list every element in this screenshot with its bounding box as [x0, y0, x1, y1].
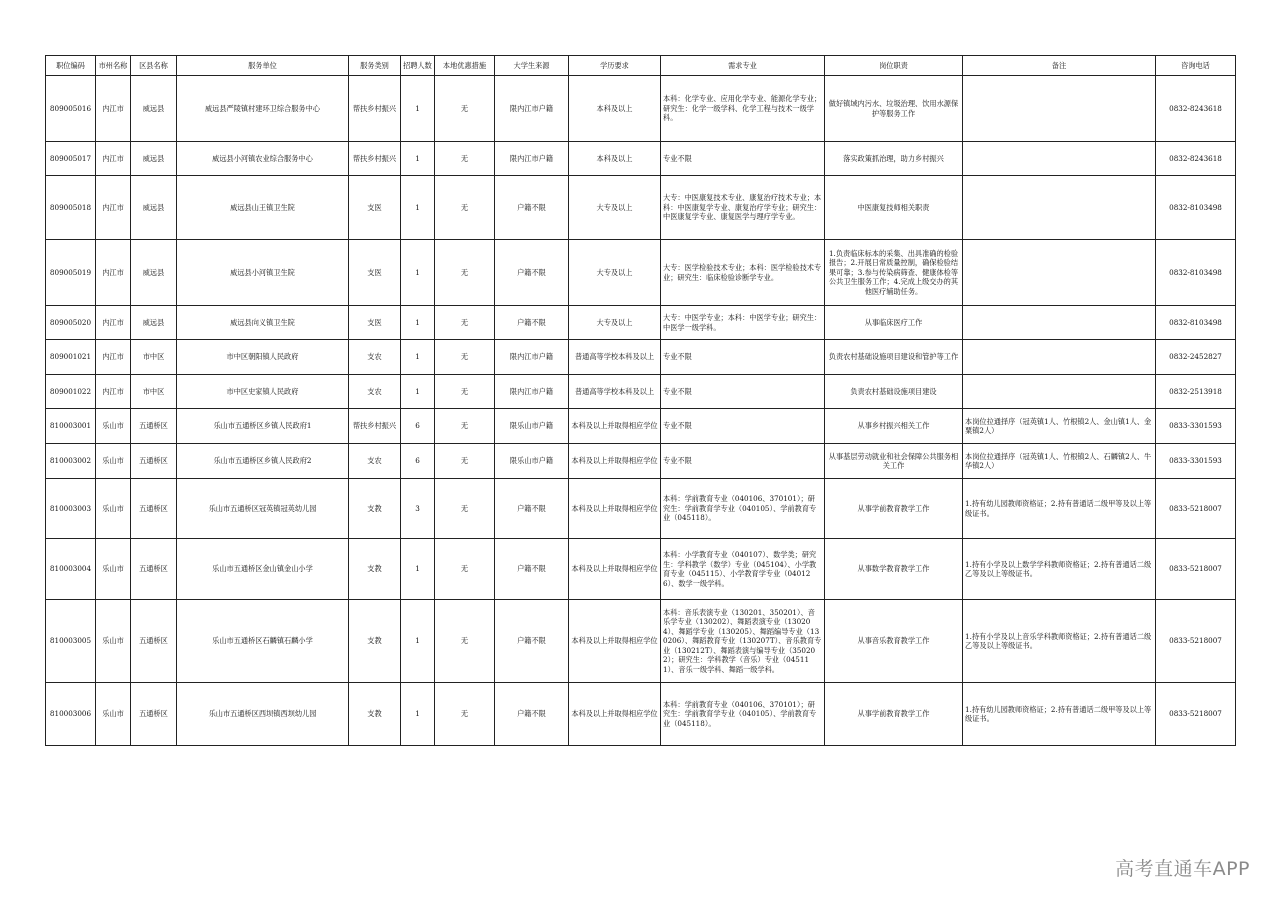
watermark: 高考直通车APP [1115, 858, 1250, 880]
table-cell: 从事临床医疗工作 [825, 306, 963, 340]
table-cell: 限乐山市户籍 [495, 444, 569, 479]
table-cell: 乐山市 [96, 539, 131, 600]
table-cell: 809005016 [46, 76, 96, 142]
table-cell: 从事数学教育教学工作 [825, 539, 963, 600]
table-cell: 乐山市五通桥区西坝镇西坝幼儿园 [177, 683, 349, 746]
table-cell: 支教 [349, 683, 401, 746]
table-cell: 6 [401, 444, 435, 479]
table-cell: 内江市 [96, 240, 131, 306]
table-cell: 威远县 [131, 76, 177, 142]
table-cell: 1.持有小学及以上音乐学科教师资格证；2.持有普通话二级乙等及以上等级证书。 [963, 600, 1156, 683]
table-cell: 1.持有小学及以上数学学科教师资格证；2.持有普通话二级乙等及以上等级证书。 [963, 539, 1156, 600]
table-cell: 户籍不限 [495, 539, 569, 600]
table-cell: 1 [401, 683, 435, 746]
table-cell: 1 [401, 340, 435, 375]
table-row [46, 600, 1236, 683]
table-cell: 乐山市五通桥区石麟镇石麟小学 [177, 600, 349, 683]
table-cell: 限内江市户籍 [495, 76, 569, 142]
table-cell: 809005018 [46, 176, 96, 240]
table-cell: 0832-8103498 [1156, 176, 1236, 240]
table-cell: 威远县小河镇卫生院 [177, 240, 349, 306]
table-cell: 帮扶乡村振兴 [349, 142, 401, 176]
table-cell: 大专及以上 [569, 306, 661, 340]
table-cell: 本科：学前教育专业（040106、370101）；研究生：学前教育学专业（040105）、学前教育专业（045118）。 [661, 479, 825, 539]
table-cell: 专业不限 [661, 409, 825, 444]
table-cell: 乐山市五通桥区乡镇人民政府1 [177, 409, 349, 444]
table-cell: 户籍不限 [495, 479, 569, 539]
table-cell: 809001021 [46, 340, 96, 375]
table-cell: 威远县 [131, 306, 177, 340]
table-cell: 五通桥区 [131, 539, 177, 600]
table-cell: 本科及以上 [569, 76, 661, 142]
table-cell: 限乐山市户籍 [495, 409, 569, 444]
table-cell: 专业不限 [661, 375, 825, 409]
table-cell: 0833-5218007 [1156, 683, 1236, 746]
table-cell: 市中区 [131, 375, 177, 409]
table-cell: 从事乡村振兴相关工作 [825, 409, 963, 444]
table-cell: 无 [435, 444, 495, 479]
table-cell: 内江市 [96, 306, 131, 340]
table-cell: 本科及以上 [569, 142, 661, 176]
table-cell: 本科：化学专业、应用化学专业、能源化学专业；研究生：化学一级学科、化学工程与技术一级学科。 [661, 76, 825, 142]
table-row [46, 340, 1236, 375]
table-row [46, 683, 1236, 746]
table-cell: 大专及以上 [569, 176, 661, 240]
table-cell: 做好镇域内污水、垃圾治理、饮用水源保护等服务工作 [825, 76, 963, 142]
table-cell: 无 [435, 306, 495, 340]
table-cell: 本科及以上并取得相应学位 [569, 409, 661, 444]
table-row [46, 76, 1236, 142]
table-cell: 本岗位拉通择序（冠英镇1人、竹根镇2人、石麟镇2人、牛华镇2人） [963, 444, 1156, 479]
table-cell: 本科：小学教育专业（040107）、数学类；研究生：学科教学（数学）专业（045104）、小学教育专业（045115）、小学教育学专业（040126）、数学一级学科。 [661, 539, 825, 600]
table-cell [963, 176, 1156, 240]
table-cell: 本科及以上并取得相应学位 [569, 683, 661, 746]
table-cell: 无 [435, 539, 495, 600]
table-cell: 五通桥区 [131, 683, 177, 746]
table-cell: 810003002 [46, 444, 96, 479]
table-cell: 威远县 [131, 176, 177, 240]
table-cell: 五通桥区 [131, 444, 177, 479]
table-cell: 1 [401, 375, 435, 409]
table-cell: 负责农村基础设施项目建设 [825, 375, 963, 409]
table-cell: 0832-2452827 [1156, 340, 1236, 375]
table-cell [963, 240, 1156, 306]
table-cell: 大专及以上 [569, 240, 661, 306]
column-header: 大学生来源 [495, 56, 569, 76]
table-cell: 威远县 [131, 240, 177, 306]
table-cell: 内江市 [96, 340, 131, 375]
table-cell: 内江市 [96, 76, 131, 142]
column-header: 需求专业 [661, 56, 825, 76]
table-cell: 专业不限 [661, 142, 825, 176]
table-cell: 无 [435, 76, 495, 142]
table-cell: 无 [435, 340, 495, 375]
table-cell: 中医康复技师相关职责 [825, 176, 963, 240]
table-cell: 无 [435, 600, 495, 683]
table-cell: 1 [401, 76, 435, 142]
table-cell: 1 [401, 600, 435, 683]
table-cell: 本科及以上并取得相应学位 [569, 479, 661, 539]
table-cell: 支医 [349, 240, 401, 306]
table-cell: 0833-5218007 [1156, 479, 1236, 539]
table-cell: 809005020 [46, 306, 96, 340]
table-cell: 五通桥区 [131, 600, 177, 683]
table-row [46, 142, 1236, 176]
table-cell: 市中区 [131, 340, 177, 375]
table-cell: 内江市 [96, 375, 131, 409]
recruitment-table [45, 55, 1236, 746]
table-cell: 帮扶乡村振兴 [349, 76, 401, 142]
table-cell: 本岗位拉通择序（冠英镇1人、竹根镇2人、金山镇1人、金粟镇2人） [963, 409, 1156, 444]
column-header: 岗位职责 [825, 56, 963, 76]
table-row [46, 539, 1236, 600]
table-cell: 五通桥区 [131, 479, 177, 539]
table-cell: 无 [435, 683, 495, 746]
table-cell: 乐山市 [96, 600, 131, 683]
table-cell: 0833-5218007 [1156, 600, 1236, 683]
table-cell: 帮扶乡村振兴 [349, 409, 401, 444]
table-cell: 810003003 [46, 479, 96, 539]
table-cell: 落实政策抓治理，助力乡村振兴 [825, 142, 963, 176]
table-cell: 五通桥区 [131, 409, 177, 444]
table-cell: 威远县山王镇卫生院 [177, 176, 349, 240]
table-cell: 内江市 [96, 176, 131, 240]
table-cell: 户籍不限 [495, 240, 569, 306]
table-cell: 支医 [349, 306, 401, 340]
table-cell: 810003006 [46, 683, 96, 746]
table-cell: 威远县 [131, 142, 177, 176]
table-cell: 809001022 [46, 375, 96, 409]
table-cell: 本科及以上并取得相应学位 [569, 444, 661, 479]
table-row [46, 306, 1236, 340]
table-cell: 0833-5218007 [1156, 539, 1236, 600]
table-cell: 普通高等学校本科及以上 [569, 375, 661, 409]
table-cell [963, 306, 1156, 340]
table-row [46, 240, 1236, 306]
table-cell: 无 [435, 409, 495, 444]
table-cell: 810003004 [46, 539, 96, 600]
table-cell: 乐山市 [96, 444, 131, 479]
table-cell: 普通高等学校本科及以上 [569, 340, 661, 375]
column-header: 服务单位 [177, 56, 349, 76]
table-cell: 限内江市户籍 [495, 375, 569, 409]
table-cell: 1 [401, 539, 435, 600]
table-cell: 从事音乐教育教学工作 [825, 600, 963, 683]
table-cell: 大专：中医学专业；本科：中医学专业；研究生：中医学一级学科。 [661, 306, 825, 340]
table-cell: 无 [435, 240, 495, 306]
column-header: 区县名称 [131, 56, 177, 76]
column-header: 服务类别 [349, 56, 401, 76]
table-cell: 无 [435, 375, 495, 409]
table-cell: 本科：学前教育专业（040106、370101）；研究生：学前教育学专业（040105）、学前教育专业（045118）。 [661, 683, 825, 746]
column-header: 市州名称 [96, 56, 131, 76]
table-cell: 1.负责临床标本的采集、出具准确的检验报告；2.开展日常质量控制，确保检验结果可靠；3.参与传染病筛查、健康体检等公共卫生服务工作；4.完成上级交办的其他医疗辅助任务。 [825, 240, 963, 306]
table-row [46, 444, 1236, 479]
table-cell: 限内江市户籍 [495, 142, 569, 176]
table-cell: 威远县小河镇农业综合服务中心 [177, 142, 349, 176]
table-cell: 专业不限 [661, 444, 825, 479]
table-cell: 本科：音乐表演专业（130201、350201）、音乐学专业（130202）、舞蹈表演专业（130204）、舞蹈学专业（130205）、舞蹈编导专业（130206）、舞蹈教育专业（130207T）、音乐教育专业（130212T）、舞蹈表演与编导专业（350202）；研究生：学科教学（音乐）专业（045111）、音乐一级学科、舞蹈一级学科。 [661, 600, 825, 683]
table-cell: 0833-3301593 [1156, 444, 1236, 479]
table-cell: 从事学前教育教学工作 [825, 683, 963, 746]
table-cell: 支教 [349, 600, 401, 683]
table-cell: 大专：中医康复技术专业、康复治疗技术专业；本科：中医康复学专业、康复治疗学专业；研究生：中医康复学专业、康复医学与理疗学专业。 [661, 176, 825, 240]
table-cell: 支农 [349, 375, 401, 409]
table-cell: 1 [401, 240, 435, 306]
table-cell: 专业不限 [661, 340, 825, 375]
table-cell: 内江市 [96, 142, 131, 176]
table-cell: 乐山市 [96, 683, 131, 746]
table-cell: 0832-8103498 [1156, 306, 1236, 340]
table-cell: 支教 [349, 539, 401, 600]
table-cell: 支农 [349, 444, 401, 479]
table-cell: 从事基层劳动就业和社会保障公共服务相关工作 [825, 444, 963, 479]
table-cell: 1 [401, 306, 435, 340]
table-cell: 乐山市 [96, 409, 131, 444]
table-cell: 户籍不限 [495, 306, 569, 340]
column-header: 咨询电话 [1156, 56, 1236, 76]
table-cell: 乐山市五通桥区乡镇人民政府2 [177, 444, 349, 479]
table-body [46, 76, 1236, 746]
table-cell: 负责农村基础设施项目建设和管护等工作 [825, 340, 963, 375]
table-cell: 1 [401, 142, 435, 176]
table-cell: 810003001 [46, 409, 96, 444]
column-header: 备注 [963, 56, 1156, 76]
table-cell [963, 375, 1156, 409]
table-cell: 威远县向义镇卫生院 [177, 306, 349, 340]
table-cell: 0833-3301593 [1156, 409, 1236, 444]
table-cell: 市中区朝阳镇人民政府 [177, 340, 349, 375]
table-cell: 从事学前教育教学工作 [825, 479, 963, 539]
table-cell: 大专：医学检验技术专业；本科：医学检验技术专业；研究生：临床检验诊断学专业。 [661, 240, 825, 306]
table-cell: 户籍不限 [495, 600, 569, 683]
column-header: 本地优惠措施 [435, 56, 495, 76]
table-cell: 0832-8103498 [1156, 240, 1236, 306]
table-cell: 1.持有幼儿园教师资格证；2.持有普通话二级甲等及以上等级证书。 [963, 683, 1156, 746]
table-cell: 乐山市 [96, 479, 131, 539]
table-cell: 本科及以上并取得相应学位 [569, 600, 661, 683]
table-row [46, 479, 1236, 539]
table-row [46, 176, 1236, 240]
table-cell [963, 142, 1156, 176]
table-cell: 本科及以上并取得相应学位 [569, 539, 661, 600]
column-header: 招聘人数 [401, 56, 435, 76]
table-cell: 市中区史家镇人民政府 [177, 375, 349, 409]
column-header: 职位编码 [46, 56, 96, 76]
table-cell: 809005017 [46, 142, 96, 176]
table-cell: 乐山市五通桥区金山镇金山小学 [177, 539, 349, 600]
table-cell: 乐山市五通桥区冠英镇冠英幼儿园 [177, 479, 349, 539]
table-row [46, 375, 1236, 409]
table-cell: 0832-8243618 [1156, 76, 1236, 142]
table-header [46, 56, 1236, 76]
table-cell: 威远县严陵镇村建环卫综合服务中心 [177, 76, 349, 142]
table-cell [963, 76, 1156, 142]
table-cell: 1.持有幼儿园教师资格证；2.持有普通话二级甲等及以上等级证书。 [963, 479, 1156, 539]
table-cell: 无 [435, 176, 495, 240]
table-cell: 限内江市户籍 [495, 340, 569, 375]
table-cell: 支农 [349, 340, 401, 375]
table-cell: 0832-2513918 [1156, 375, 1236, 409]
table-cell: 户籍不限 [495, 176, 569, 240]
table-cell: 3 [401, 479, 435, 539]
table-row [46, 409, 1236, 444]
table-cell: 809005019 [46, 240, 96, 306]
table-cell: 支医 [349, 176, 401, 240]
table-cell: 无 [435, 479, 495, 539]
table-cell [963, 340, 1156, 375]
table-cell: 810003005 [46, 600, 96, 683]
table-cell: 6 [401, 409, 435, 444]
table-cell: 1 [401, 176, 435, 240]
table-cell: 0832-8243618 [1156, 142, 1236, 176]
table-cell: 支教 [349, 479, 401, 539]
table-cell: 无 [435, 142, 495, 176]
column-header: 学历要求 [569, 56, 661, 76]
table-cell: 户籍不限 [495, 683, 569, 746]
